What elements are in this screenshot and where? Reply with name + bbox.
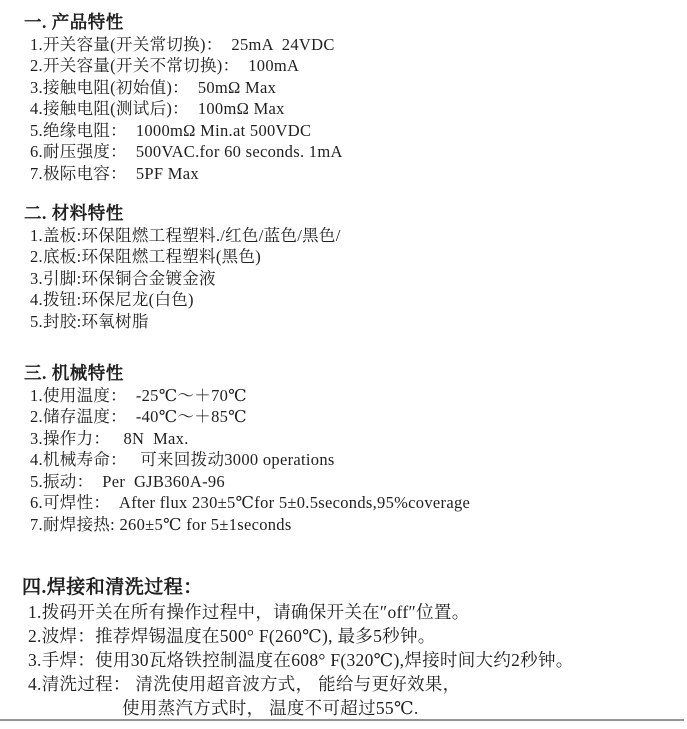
spec-line: 2.底板:环保阻燃工程塑料(黑色) [30,247,262,266]
spec-line: 7.极际电容： 5PF Max [30,163,199,183]
spec-line: 5.绝缘电阻： 1000mΩ Min.at 500VDC [30,120,312,140]
section-title-mechanical: 三. 机械特性 [24,363,124,383]
spec-line: 3.接触电阻(初始值)： 50mΩ Max [30,77,277,97]
spec-line: 3.引脚:环保铜合金镀金液 [30,268,216,288]
spec-line: 2.开关容量(开关不常切换)： 100mA [30,56,300,75]
section-mechanical-characteristics [0,363,687,535]
bottom-divider-line [0,719,684,723]
spec-line: 3.操作力： 8N Max. [30,428,189,448]
spec-line: 1.开关容量(开关常切换)： 25mA 24VDC [30,34,335,54]
spec-line: 1.拨码开关在所有操作过程中，请确保开关在″off″位置。 [28,602,470,622]
spec-line: 4.机械寿命： 可来回拨动3000 operations [30,450,335,469]
section-material-characteristics [0,203,687,332]
section-title-product: 一. 产品特性 [24,12,124,32]
spec-line: 1.使用温度： -25℃～＋70℃ [30,385,247,405]
spec-line: 5.振动： Per GJB360A-96 [30,471,225,491]
section-title-soldering: 四.焊接和清洗过程： [22,577,203,598]
spec-line: 6.耐压强度： 500VAC.for 60 seconds. 1mA [30,142,343,161]
spec-line: 4.拨钮:环保尼龙(白色) [30,290,194,309]
section-soldering-cleaning-process [0,576,687,720]
section-product-characteristics [0,12,687,184]
spec-line: 6.可焊性： After flux 230±5℃for 5±0.5seconds,95%coverage [30,493,471,512]
spec-line: 3.手焊：使用30瓦烙铁控制温度在608° F(320℃),焊接时间大约2秒钟。 [28,650,574,670]
spec-line: 7.耐焊接热: 260±5℃ for 5±1seconds [30,514,292,534]
section-title-material: 二. 材料特性 [24,203,124,223]
spec-line: 2.波焊：推荐焊锡温度在500° F(260℃), 最多5秒钟。 [28,626,436,646]
spec-line: 4.接触电阻(测试后)： 100mΩ Max [30,99,285,118]
spec-line: 2.储存温度： -40℃～＋85℃ [30,407,247,426]
spec-line-continuation: 使用蒸汽方式时， 温度不可超过55℃. [122,698,419,718]
spec-line: 4.清洗过程： 清洗使用超音波方式， 能给与更好效果， [28,674,461,694]
spec-line: 1.盖板:环保阻燃工程塑料./红色/蓝色/黑色/ [30,225,341,245]
spec-line: 5.封胶:环氧树脂 [30,311,149,331]
